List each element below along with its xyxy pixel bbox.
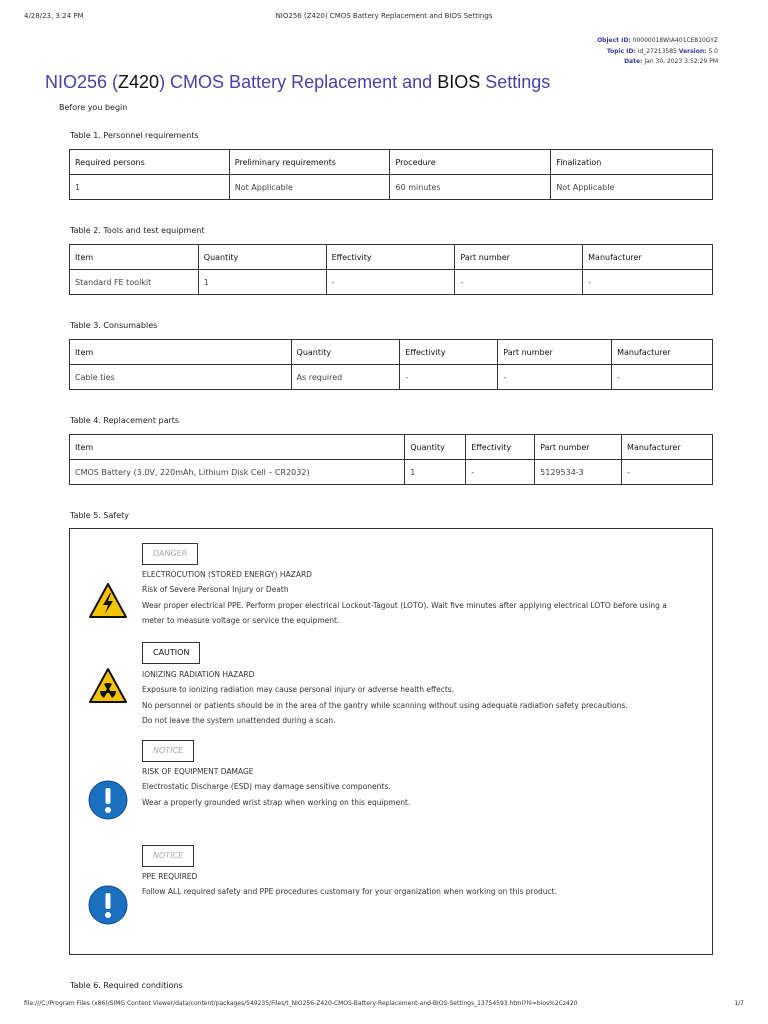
table-header: Quantity: [291, 340, 400, 365]
table-cell: As required: [291, 365, 400, 390]
danger-line: meter to measure voltage or service the equipment.: [142, 615, 340, 625]
table-row: [70, 365, 713, 390]
table-cell: -: [622, 460, 713, 485]
print-datetime: 4/28/23, 3:24 PM: [24, 12, 84, 20]
footer-file-path: file:///C:/Program Files (x86)/SIMG Content Viewer/data/content/packages/549235/Files/t_NIO256-Z420-CMOS-Battery-Replacement-and-BIOS-Settings_13754593.html?hl=bios%2Cz420: [24, 1000, 578, 1007]
intro-heading: Before you begin: [59, 103, 128, 112]
table-header: Manufacturer: [612, 340, 713, 365]
table-cell: 60 minutes: [390, 175, 551, 200]
notice-badge: NOTICE: [142, 740, 194, 762]
table-cell: Cable ties: [70, 365, 292, 390]
table-cell: Not Applicable: [551, 175, 713, 200]
document-metadata: [597, 36, 718, 68]
notice-esd-text: [142, 764, 692, 810]
table5-caption: Table 5. Safety: [70, 511, 129, 520]
print-footer: [24, 1000, 744, 1010]
caution-line: Exposure to ionizing radiation may cause personal injury or adverse health effects.: [142, 685, 455, 695]
caution-hazard-title: IONIZING RADIATION HAZARD: [142, 670, 255, 679]
table-header-row: [70, 245, 713, 270]
mandatory-action-icon: [88, 780, 128, 820]
notice-badge: NOTICE: [142, 845, 194, 867]
safety-table: [69, 528, 713, 955]
table-cell: -: [612, 365, 713, 390]
table-header: Finalization: [551, 150, 713, 175]
caution-line: No personnel or patients should be in the area of the gantry while scanning without using adequate radiation safety precautions.: [142, 700, 628, 710]
table-header: Item: [70, 435, 405, 460]
version-label: Version:: [678, 47, 707, 55]
page-title: [45, 72, 550, 93]
table-cell: Not Applicable: [229, 175, 390, 200]
date-label: Date:: [624, 58, 643, 65]
table-cell: -: [498, 365, 612, 390]
table-row: [70, 175, 713, 200]
table-cell: -: [455, 270, 583, 295]
table-header: Item: [70, 245, 199, 270]
electrical-hazard-icon: [88, 581, 128, 621]
table-header: Quantity: [198, 245, 326, 270]
print-title: NIO256 (Z420) CMOS Battery Replacement and BIOS Settings: [275, 12, 493, 20]
table-header-row: [70, 340, 713, 365]
title-part-5: Settings: [480, 72, 551, 92]
notice-ppe-line: Follow ALL required safety and PPE procedures customary for your organization when working on this product.: [142, 887, 557, 897]
topic-id-label: Topic ID:: [606, 47, 636, 55]
table-cell: -: [466, 460, 535, 485]
object-id-label: Object ID:: [597, 37, 631, 44]
notice-esd-line: Wear a properly grounded wrist strap when working on this equipment.: [142, 797, 411, 807]
table-header: Effectivity: [466, 435, 535, 460]
table2-caption: Table 2. Tools and test equipment: [70, 226, 205, 235]
table-header: Manufacturer: [583, 245, 713, 270]
table-header: Manufacturer: [622, 435, 713, 460]
table-header: Preliminary requirements: [229, 150, 390, 175]
title-part-1: NIO256 (: [45, 72, 119, 92]
print-header: [24, 12, 744, 24]
version-value: 5.0: [708, 47, 718, 55]
table-header: Part number: [535, 435, 622, 460]
notice-esd-line: Electrostatic Discharge (ESD) may damage sensitive components.: [142, 782, 391, 792]
table-cell: -: [326, 270, 455, 295]
table-header: Part number: [498, 340, 612, 365]
danger-badge: DANGER: [142, 543, 198, 565]
title-part-3: ) CMOS Battery Replacement and: [159, 72, 438, 92]
table-header: Part number: [455, 245, 583, 270]
caution-text: [142, 667, 692, 728]
table6-caption: Table 6. Required conditions: [70, 981, 183, 990]
date-value: Jan 30, 2023 3:52:29 PM: [644, 58, 718, 65]
title-highlight-z420: Z420: [118, 72, 160, 92]
danger-text: [142, 567, 692, 628]
notice-ppe-text: [142, 869, 692, 900]
mandatory-action-icon: [88, 885, 128, 925]
tools-equipment-table: [69, 244, 713, 295]
table-header: Item: [70, 340, 292, 365]
caution-badge: [142, 642, 200, 664]
table-cell: 5129534-3: [535, 460, 622, 485]
footer-page-number: 1/7: [734, 1000, 744, 1007]
notice-esd-hazard-title: RISK OF EQUIPMENT DAMAGE: [142, 767, 254, 776]
table-header-row: [70, 435, 713, 460]
table-row: [70, 270, 713, 295]
table-cell: -: [400, 365, 498, 390]
table-cell: 1: [405, 460, 466, 485]
table-header-row: [70, 150, 713, 175]
notice-ppe-hazard-title: PPE REQUIRED: [142, 872, 198, 881]
title-highlight-bios: BIOS: [437, 72, 481, 92]
table-row: [70, 460, 713, 485]
table-header: Effectivity: [400, 340, 498, 365]
danger-line: Risk of Severe Personal Injury or Death: [142, 585, 289, 595]
caution-line: Do not leave the system unattended during a scan.: [142, 715, 336, 725]
table-header: Required persons: [70, 150, 230, 175]
radiation-hazard-icon: [88, 666, 128, 706]
table3-caption: Table 3. Consumables: [70, 321, 158, 330]
topic-id-value: id_27213585: [637, 47, 677, 55]
table-cell: CMOS Battery (3.0V, 220mAh, Lithium Disk Cell – CR2032): [70, 460, 405, 485]
table-cell: Standard FE toolkit: [70, 270, 199, 295]
danger-hazard-title: ELECTROCUTION (STORED ENERGY) HAZARD: [142, 570, 312, 579]
replacement-parts-table: [69, 434, 713, 485]
object-id-value: 00000018WIA401CE810GYZ: [632, 37, 718, 44]
table-cell: -: [583, 270, 713, 295]
table-cell: 1: [70, 175, 230, 200]
table-header: Procedure: [390, 150, 551, 175]
table-header: Effectivity: [326, 245, 455, 270]
personnel-requirements-table: [69, 149, 713, 200]
table4-caption: Table 4. Replacement parts: [70, 416, 180, 425]
table1-caption: Table 1. Personnel requirements: [70, 131, 199, 140]
danger-line: Wear proper electrical PPE. Perform proper electrical Lockout-Tagout (LOTO). Wait five minutes after applying electrical LOTO before using a: [142, 600, 667, 610]
table-cell: 1: [198, 270, 326, 295]
caution-badge-label: CAUTION: [153, 648, 190, 657]
table-header: Quantity: [405, 435, 466, 460]
consumables-table: [69, 339, 713, 390]
